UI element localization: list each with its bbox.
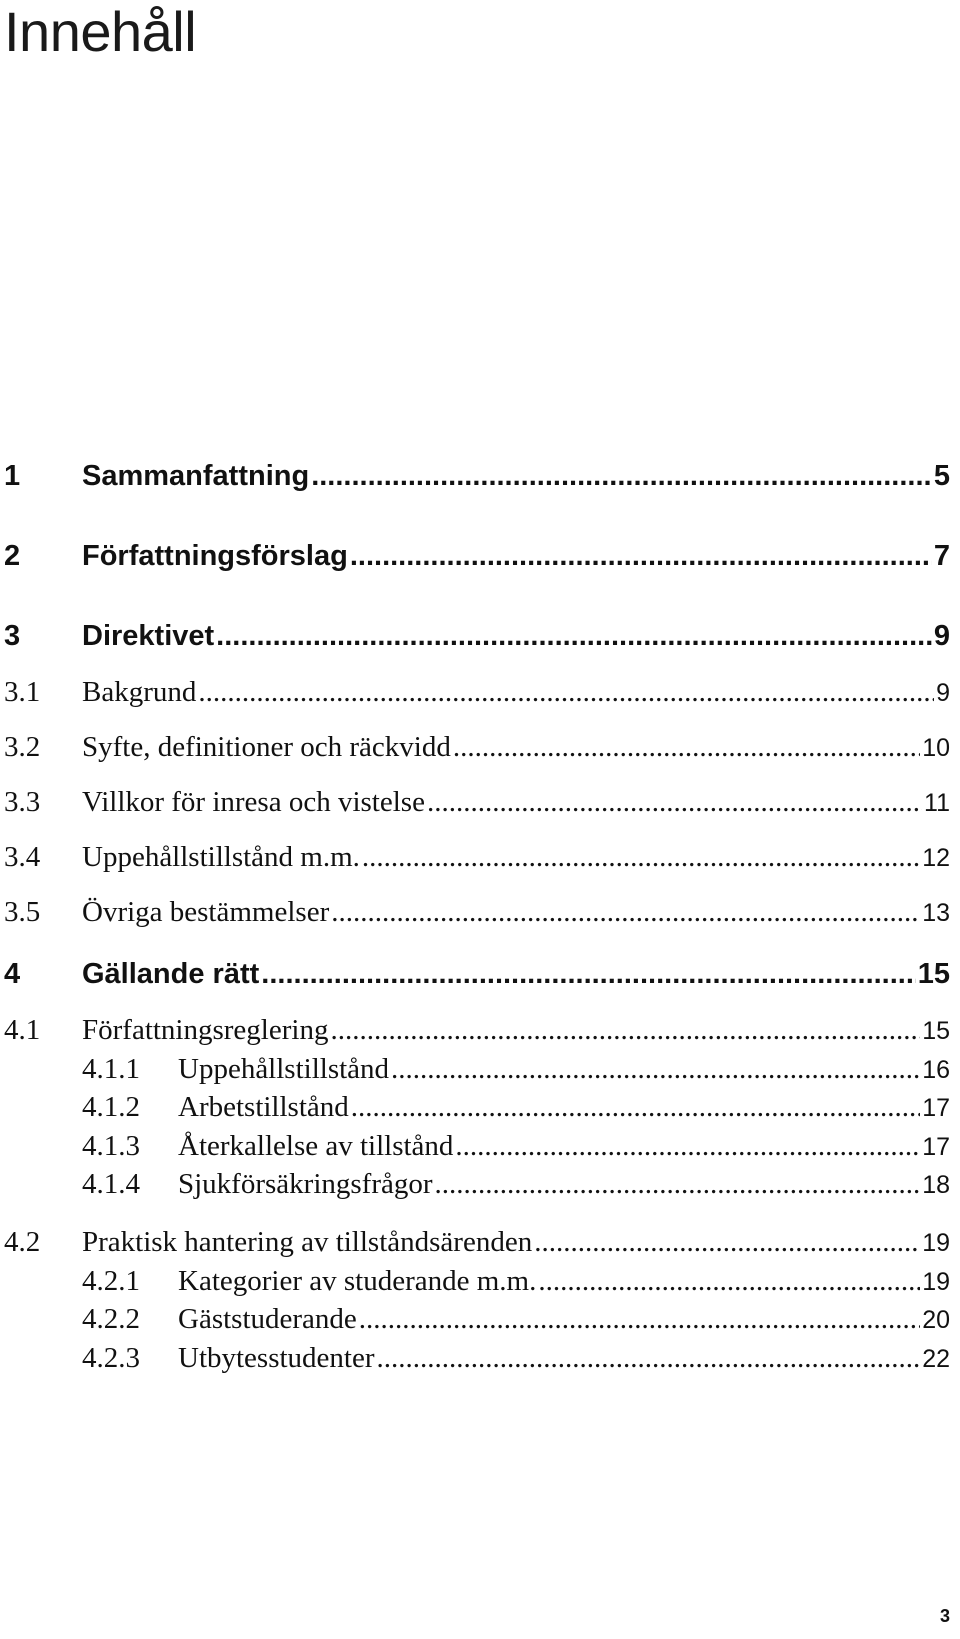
dot-leader <box>330 1014 920 1047</box>
toc-entry-2[interactable] <box>4 540 950 573</box>
toc-entry-title: Praktisk hantering av tillståndsärenden <box>82 1226 533 1258</box>
toc-entry-page: 15 <box>922 1017 950 1045</box>
toc-entry-number: 4 <box>4 958 21 990</box>
toc-entry-4-2-3[interactable] <box>4 1342 950 1375</box>
toc-entry-page: 17 <box>922 1133 950 1161</box>
toc-entry-page: 16 <box>922 1056 950 1084</box>
toc-entry-page: 7 <box>933 540 950 572</box>
toc-entry-number: 4.1 <box>4 1014 41 1046</box>
dot-leader <box>377 1342 921 1375</box>
toc-entry-3[interactable] <box>4 620 950 653</box>
toc-entry-page: 19 <box>922 1229 950 1257</box>
toc-entry-number: 3 <box>4 620 21 652</box>
toc-entry-4-1-2[interactable] <box>4 1091 950 1124</box>
toc-entry-page: 18 <box>922 1171 950 1199</box>
toc-entry-3-3[interactable] <box>4 786 950 819</box>
toc-entry-4-1-1[interactable] <box>4 1053 950 1086</box>
toc-entry-3-2[interactable] <box>4 731 950 764</box>
toc-entry-page: 15 <box>917 958 950 990</box>
dot-leader <box>427 786 922 819</box>
dot-leader <box>362 841 920 874</box>
toc-entry-title: Författningsförslag <box>82 540 348 572</box>
toc-entry-4-2-2[interactable] <box>4 1303 950 1336</box>
toc-entry-number: 3.5 <box>4 896 41 928</box>
toc-entry-page: 13 <box>922 899 950 927</box>
toc-entry-title: Återkallelse av tillstånd <box>178 1130 454 1162</box>
toc-entry-title: Kategorier av studerande m.m. <box>178 1265 537 1297</box>
toc-entry-number: 3.1 <box>4 676 41 708</box>
dot-leader <box>216 620 932 653</box>
toc-entry-title: Utbytesstudenter <box>178 1342 375 1374</box>
toc-entry-page: 17 <box>922 1094 950 1122</box>
toc-entry-4[interactable] <box>4 958 950 991</box>
toc-entry-title: Uppehållstillstånd m.m. <box>82 841 360 873</box>
dot-leader <box>538 1265 920 1298</box>
toc-entry-number: 4.1.1 <box>82 1053 140 1085</box>
toc-entry-title: Författningsreglering <box>82 1014 329 1046</box>
toc-entry-4-1[interactable] <box>4 1014 950 1047</box>
dot-leader <box>331 896 920 929</box>
toc-entry-page: 12 <box>922 844 950 872</box>
toc-entry-number: 2 <box>4 540 21 572</box>
toc-entry-4-2[interactable] <box>4 1226 950 1259</box>
toc-entry-4-1-4[interactable] <box>4 1168 950 1201</box>
dot-leader <box>455 1130 920 1163</box>
toc-entry-number: 3.3 <box>4 786 41 818</box>
toc-entry-title: Gällande rätt <box>82 958 260 990</box>
toc-entry-number: 3.2 <box>4 731 41 763</box>
toc-entry-title: Sammanfattning <box>82 460 310 492</box>
toc-entry-number: 4.1.4 <box>82 1168 140 1200</box>
toc-entry-page: 5 <box>933 460 950 492</box>
toc-entry-title: Arbetstillstånd <box>178 1091 349 1123</box>
toc-entry-number: 4.2.2 <box>82 1303 140 1335</box>
toc-entry-title: Villkor för inresa och vistelse <box>82 786 425 818</box>
toc-entry-number: 4.2 <box>4 1226 41 1258</box>
toc-entry-title: Syfte, definitioner och räckvidd <box>82 731 451 763</box>
toc-entry-1[interactable] <box>4 460 950 493</box>
toc-entry-title: Uppehållstillstånd <box>178 1053 390 1085</box>
page-number: 3 <box>939 1606 950 1626</box>
toc-entry-number: 4.2.1 <box>82 1265 140 1297</box>
toc-entry-page: 9 <box>936 679 950 707</box>
dot-leader <box>198 676 934 709</box>
toc-entry-title: Övriga bestämmelser <box>82 896 330 928</box>
dot-leader <box>453 731 920 764</box>
page-title: Innehåll <box>4 0 197 63</box>
dot-leader <box>311 460 932 493</box>
toc-entry-page: 11 <box>924 789 950 817</box>
toc-entry-3-5[interactable] <box>4 896 950 929</box>
toc-entry-number: 4.1.2 <box>82 1091 140 1123</box>
dot-leader <box>391 1053 920 1086</box>
toc-entry-page: 22 <box>922 1345 950 1373</box>
dot-leader <box>534 1226 920 1259</box>
toc-entry-title: Bakgrund <box>82 676 197 708</box>
dot-leader <box>261 958 915 991</box>
toc-entry-4-2-1[interactable] <box>4 1265 950 1298</box>
toc-entry-3-1[interactable] <box>4 676 950 709</box>
toc-entry-number: 1 <box>4 460 21 492</box>
toc-entry-page: 19 <box>922 1268 950 1296</box>
dot-leader <box>435 1168 921 1201</box>
toc-entry-page: 20 <box>922 1306 950 1334</box>
dot-leader <box>359 1303 920 1336</box>
toc-entry-3-4[interactable] <box>4 841 950 874</box>
toc-entry-number: 4.1.3 <box>82 1130 140 1162</box>
toc-entry-page: 9 <box>933 620 950 652</box>
toc-entry-title: Direktivet <box>82 620 215 652</box>
dot-leader <box>350 540 932 573</box>
toc-entry-4-1-3[interactable] <box>4 1130 950 1163</box>
dot-leader <box>351 1091 920 1124</box>
toc-entry-title: Gäststuderande <box>178 1303 357 1335</box>
toc-entry-title: Sjukförsäkringsfrågor <box>178 1168 433 1200</box>
toc-entry-number: 3.4 <box>4 841 41 873</box>
toc-entry-page: 10 <box>922 734 950 762</box>
toc-entry-number: 4.2.3 <box>82 1342 140 1374</box>
